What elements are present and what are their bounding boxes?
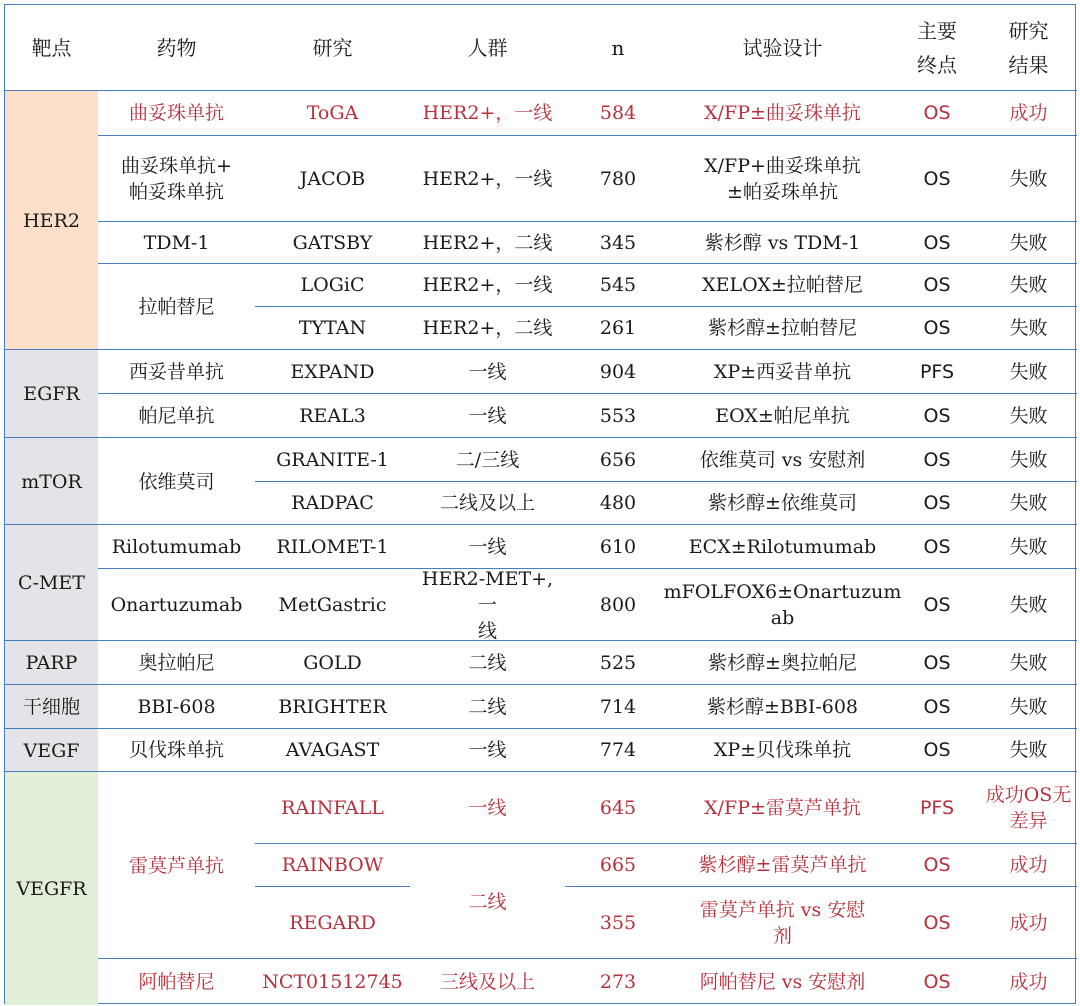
- cell-result: 成功: [1009, 102, 1048, 124]
- col-header-endpoint: 主要 终点: [917, 18, 957, 77]
- cell-endpoint: OS: [923, 231, 951, 254]
- col-header-population: 人群: [467, 35, 508, 60]
- cell-study: ToGA: [306, 102, 359, 124]
- cell-study: TYTAN: [298, 317, 367, 339]
- cell-drug: 阿帕替尼: [138, 971, 215, 993]
- cell-endpoint: PFS: [919, 796, 955, 819]
- cell-study: GRANITE-1: [276, 448, 389, 471]
- cell-drug: 贝伐珠单抗: [128, 739, 224, 761]
- cell-result: 成功: [1009, 971, 1048, 993]
- cell-population: 三线及以上: [439, 971, 535, 993]
- cell-design: 紫杉醇±拉帕替尼: [708, 317, 857, 339]
- col-header-target: 靶点: [31, 35, 72, 60]
- cell-endpoint: OS: [923, 317, 951, 339]
- target-parp: PARP: [25, 652, 78, 674]
- cell-study: RAINFALL: [281, 796, 384, 819]
- cell-population: 一线: [468, 404, 507, 427]
- cell-population: 一线: [468, 796, 507, 819]
- cell-result: 失败: [1009, 274, 1048, 296]
- cell-result: 失败: [1009, 404, 1048, 427]
- cell-design: X/FP±曲妥珠单抗: [704, 102, 861, 124]
- cell-study: RILOMET-1: [276, 535, 389, 558]
- target-vegfr: VEGFR: [16, 877, 87, 900]
- cell-population: HER2+，一线: [422, 167, 553, 190]
- cell-result: 成功: [1009, 854, 1048, 876]
- cell-design: 雷莫芦单抗 vs 安慰 剂: [699, 898, 866, 947]
- cell-endpoint: OS: [923, 695, 951, 718]
- cell-endpoint: OS: [923, 593, 951, 616]
- cell-population: HER2+，一线: [422, 102, 553, 124]
- cell-population: 一线: [468, 360, 507, 383]
- cell-study: JACOB: [299, 167, 366, 190]
- cell-design: 紫杉醇±依维莫司: [708, 492, 857, 514]
- cell-n: 273: [599, 971, 637, 993]
- cell-result: 失败: [1009, 739, 1048, 761]
- col-header-result: 研究 结果: [1008, 18, 1049, 77]
- population-second-line-merged: 二线: [468, 890, 507, 913]
- cell-result: 失败: [1009, 593, 1048, 616]
- cell-study: RAINBOW: [281, 854, 384, 876]
- cell-endpoint: PFS: [919, 360, 955, 383]
- cell-drug: 帕尼单抗: [138, 404, 215, 427]
- cell-endpoint: OS: [923, 404, 951, 427]
- cell-n: 553: [599, 404, 637, 427]
- cell-design: 紫杉醇 vs TDM-1: [704, 231, 861, 254]
- cell-study: BRIGHTER: [278, 695, 387, 718]
- cell-drug: TDM-1: [143, 231, 210, 254]
- cell-result: 失败: [1009, 231, 1048, 254]
- target-mtor: mTOR: [21, 470, 82, 493]
- cell-endpoint: OS: [923, 102, 951, 124]
- cell-endpoint: OS: [923, 492, 951, 514]
- cell-n: 345: [599, 231, 637, 254]
- cell-population: 二线及以上: [439, 492, 535, 514]
- drug-ramucirumab: 雷莫芦单抗: [128, 854, 224, 877]
- cell-endpoint: OS: [923, 971, 951, 993]
- cell-n: 665: [599, 854, 637, 876]
- cell-population: HER2+，一线: [422, 274, 553, 296]
- cell-design: 依维莫司 vs 安慰剂: [699, 448, 866, 471]
- cell-population: HER2-MET+, 一 线: [421, 567, 554, 642]
- target-egfr: EGFR: [23, 383, 80, 405]
- cell-n: 656: [599, 448, 637, 471]
- target-cmet: C-MET: [18, 572, 85, 594]
- cell-population: 二/三线: [455, 448, 520, 471]
- cell-result: 失败: [1009, 448, 1048, 471]
- cell-design: 阿帕替尼 vs 安慰剂: [699, 971, 866, 993]
- cell-endpoint: OS: [923, 854, 951, 876]
- cell-n: 355: [599, 911, 637, 934]
- cell-n: 545: [599, 274, 637, 296]
- cell-study: EXPAND: [290, 360, 375, 383]
- target-stem: 干细胞: [22, 696, 80, 718]
- cell-n: 774: [599, 739, 637, 761]
- cell-n: 480: [599, 492, 637, 514]
- col-header-n: n: [611, 35, 625, 60]
- cell-population: 二线: [468, 651, 507, 674]
- cell-study: RADPAC: [291, 492, 374, 514]
- cell-design: EOX±帕尼单抗: [715, 404, 850, 427]
- cell-drug: 曲妥珠单抗+ 帕妥珠单抗: [121, 154, 232, 203]
- cell-n: 525: [599, 651, 637, 674]
- cell-endpoint: OS: [923, 651, 951, 674]
- cell-design: 紫杉醇±BBI-608: [706, 695, 859, 718]
- col-header-design: 试验设计: [742, 35, 823, 60]
- cell-design: X/FP+曲妥珠单抗 ±帕妥珠单抗: [704, 154, 861, 203]
- cell-endpoint: OS: [923, 535, 951, 558]
- cell-design: XELOX±拉帕替尼: [702, 274, 863, 296]
- cell-study: MetGastric: [278, 593, 387, 616]
- cell-result: 失败: [1009, 317, 1048, 339]
- drug-lapatinib: 拉帕替尼: [138, 296, 215, 318]
- cell-result: 失败: [1009, 492, 1048, 514]
- cell-design: 紫杉醇±雷莫芦单抗: [698, 854, 867, 876]
- cell-drug: Rilotumumab: [111, 535, 242, 558]
- cell-study: GOLD: [303, 651, 362, 674]
- cell-study: REGARD: [289, 911, 376, 934]
- cell-population: 二线: [468, 695, 507, 718]
- cell-design: XP±西妥昔单抗: [713, 360, 852, 383]
- col-header-drug: 药物: [156, 35, 197, 60]
- cell-design: ECX±Rilotumumab: [688, 535, 877, 558]
- cell-design: X/FP±雷莫芦单抗: [704, 796, 861, 819]
- cell-population: 一线: [468, 739, 507, 761]
- cell-n: 780: [599, 167, 637, 190]
- cell-population: HER2+，二线: [422, 231, 553, 254]
- cell-study: REAL3: [299, 404, 366, 427]
- cell-result: 失败: [1009, 651, 1048, 674]
- drug-everolimus: 依维莫司: [138, 470, 215, 493]
- trials-table: [4, 4, 1076, 1004]
- cell-drug: Onartuzumab: [110, 593, 243, 616]
- cell-n: 800: [599, 593, 637, 616]
- cell-result: 失败: [1009, 695, 1048, 718]
- cell-n: 645: [599, 796, 637, 819]
- cell-result: 失败: [1009, 167, 1048, 190]
- target-her2: HER2: [23, 209, 80, 232]
- cell-endpoint: OS: [923, 739, 951, 761]
- cell-n: 904: [599, 360, 637, 383]
- cell-study: LOGiC: [300, 274, 365, 296]
- cell-design: mFOLFOX6±Onartuzum ab: [663, 580, 902, 629]
- cell-study: NCT01512745: [262, 971, 403, 993]
- col-header-study: 研究: [312, 35, 353, 60]
- target-vegf: VEGF: [23, 739, 80, 762]
- cell-design: 紫杉醇±奥拉帕尼: [708, 651, 857, 674]
- cell-drug: 奥拉帕尼: [138, 651, 215, 674]
- cell-n: 610: [599, 535, 637, 558]
- cell-study: GATSBY: [292, 231, 373, 254]
- cell-population: 一线: [468, 535, 507, 558]
- cell-population: HER2+，二线: [422, 317, 553, 339]
- cell-result: 成功OS无 差异: [985, 783, 1072, 832]
- cell-study: AVAGAST: [285, 739, 380, 761]
- cell-result: 失败: [1009, 535, 1048, 558]
- cell-drug: 西妥昔单抗: [128, 360, 224, 383]
- cell-endpoint: OS: [923, 911, 951, 934]
- cell-n: 584: [599, 102, 637, 124]
- cell-n: 714: [599, 695, 637, 718]
- cell-drug: 曲妥珠单抗: [128, 102, 224, 124]
- cell-result: 失败: [1009, 360, 1048, 383]
- cell-design: XP±贝伐珠单抗: [713, 739, 852, 761]
- cell-n: 261: [599, 317, 637, 339]
- cell-endpoint: OS: [923, 167, 951, 190]
- cell-endpoint: OS: [923, 274, 951, 296]
- cell-drug: BBI-608: [137, 695, 216, 718]
- cell-endpoint: OS: [923, 448, 951, 471]
- cell-result: 成功: [1009, 911, 1048, 934]
